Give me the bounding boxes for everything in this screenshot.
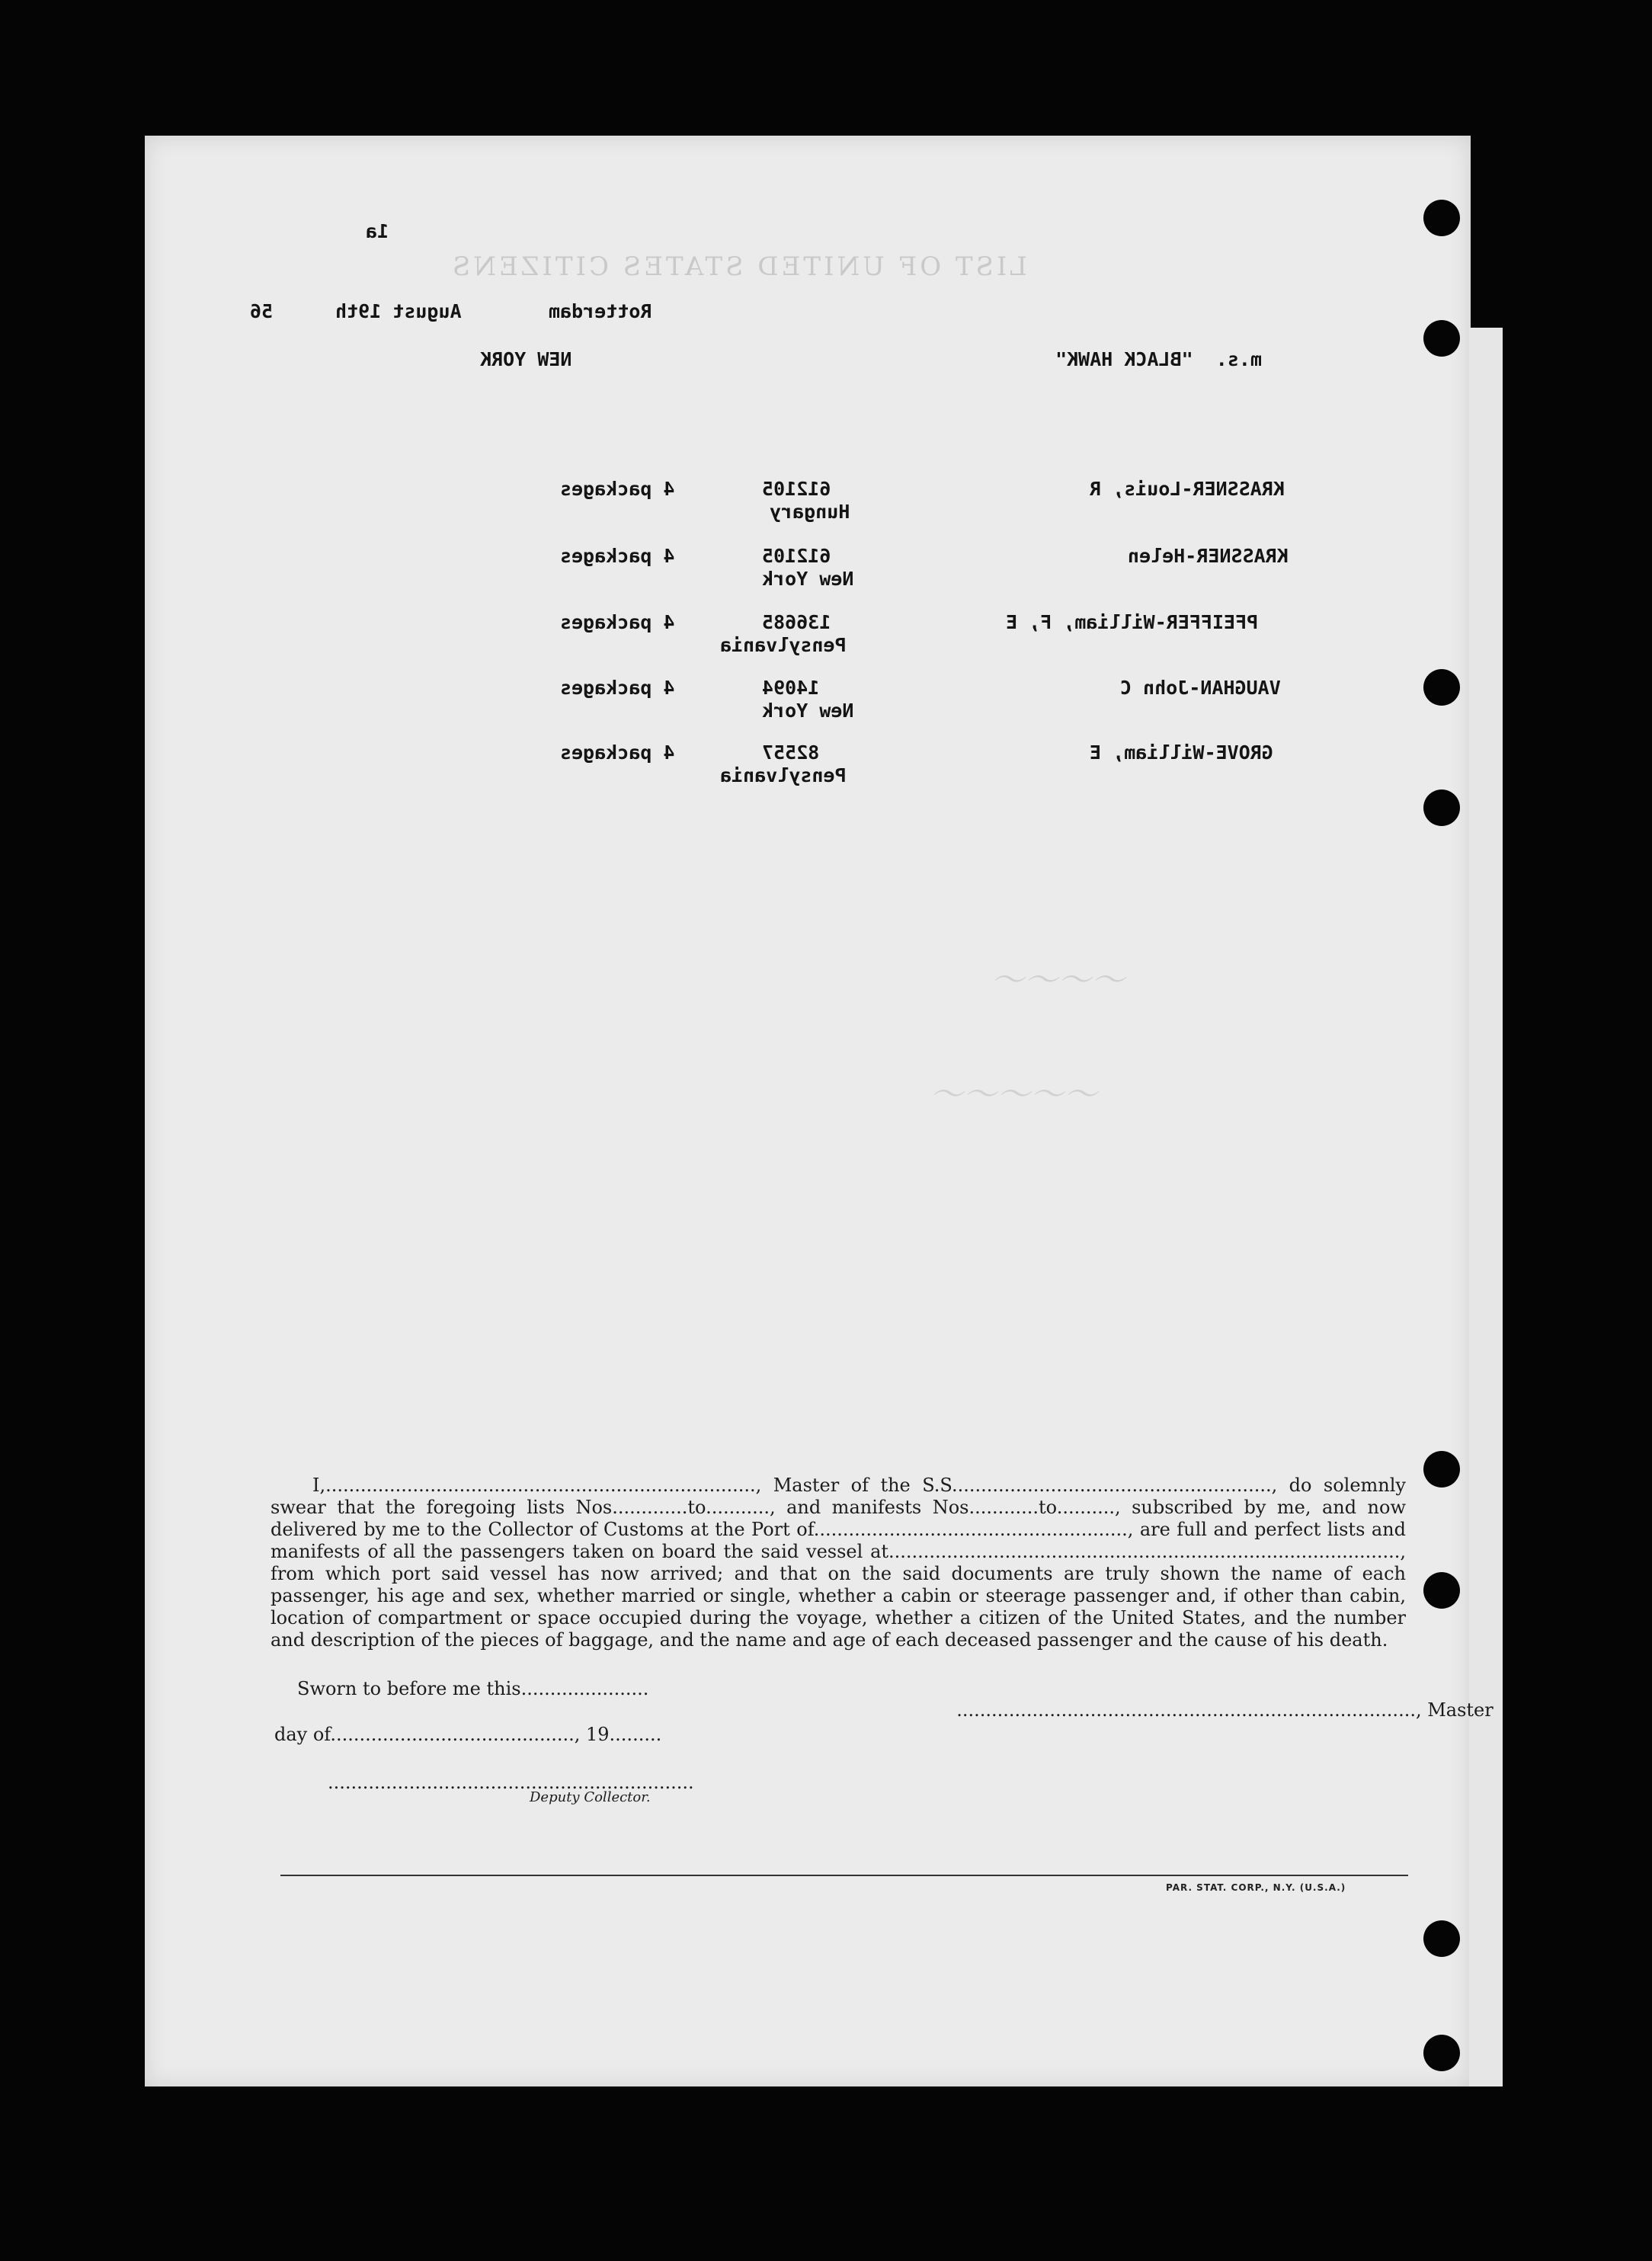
- manifest-sheet: [145, 136, 1471, 2086]
- passenger-packages: 4 packages: [560, 741, 675, 764]
- vessel-name: m.s. "BLACK HAWK": [1055, 348, 1263, 370]
- passenger-residence: Hungary: [770, 501, 850, 523]
- day-of-label: day of.........................................., 19.........: [274, 1724, 662, 1745]
- binder-hole: [1423, 669, 1460, 706]
- deputy-signature-line: ...............................................................: [328, 1772, 694, 1793]
- binder-hole: [1423, 1920, 1460, 1957]
- binder-hole: [1423, 320, 1460, 357]
- passenger-number: 136685: [762, 611, 831, 633]
- port-arrival: NEW YORK: [480, 348, 572, 370]
- passenger-name: KRASSNER-Louis, R: [1090, 478, 1285, 500]
- passenger-name: KRASSNER-Helen: [1128, 545, 1289, 567]
- passenger-packages: 4 packages: [560, 478, 675, 500]
- passenger-residence: Pensylvania: [720, 764, 847, 786]
- passenger-residence: New York: [762, 700, 854, 722]
- passenger-packages: 4 packages: [560, 677, 675, 699]
- binder-hole: [1423, 789, 1460, 826]
- binder-hole: [1423, 2035, 1460, 2071]
- passenger-residence: New York: [762, 568, 854, 590]
- passenger-name: PFEIFFER-William, F, E: [1006, 611, 1259, 633]
- show-through-heading: LIST OF UNITED STATES CITIZENS: [449, 251, 1027, 282]
- passenger-name: VAUGHAN-John C: [1120, 677, 1281, 699]
- passenger-name: GROVE-William, E: [1090, 741, 1273, 764]
- passenger-packages: 4 packages: [560, 611, 675, 633]
- master-signature-line: ..............................................................................., Master: [956, 1699, 1494, 1721]
- passenger-packages: 4 packages: [560, 545, 675, 567]
- sworn-label: Sworn to before me this......................: [297, 1678, 649, 1699]
- binder-hole: [1423, 200, 1460, 236]
- port-departure: Rotterdam: [549, 300, 652, 322]
- printer-mark: PAR. STAT. CORP., N.Y. (U.S.A.): [1166, 1882, 1346, 1893]
- sheet-edge: [1469, 328, 1503, 2086]
- passenger-number: 612105: [762, 478, 831, 500]
- passenger-number: 612105: [762, 545, 831, 567]
- show-through-handwriting: 〜〜〜〜: [991, 961, 1125, 1000]
- binder-hole: [1423, 1451, 1460, 1488]
- top-mark: 1a: [366, 220, 389, 242]
- oath-text: I,.........................................................................., Master of the S.S......................................................., do solemnly swear that the foregoing lists Nos.............to..........., and manifests Nos............to.........., subscribed by me, and now delivered by me to the Collector of Customs at the Port of......................................................, are full and perfect lists and manifests of all the passengers taken on board the said vessel at........................................................................................, from which port said vessel has now arrived; and that on the said documents are truly shown the name of each passenger, his age and sex, whether married or single, whether a cabin or steerage passenger and, if other than cabin, location of compartment or space occupied during the voyage, whether a citizen of the United States, and the number and description of the pieces of baggage, and the name and age of each deceased passenger and the cause of his death.: [271, 1475, 1406, 1651]
- date: August 19th: [335, 300, 462, 322]
- show-through-handwriting: 〜〜〜〜〜: [930, 1075, 1097, 1114]
- oath-paragraph: [271, 1475, 1406, 1651]
- footer-rule: [280, 1875, 1408, 1876]
- deputy-collector-label: Deputy Collector.: [530, 1789, 651, 1805]
- passenger-number: 14094: [762, 677, 820, 699]
- sheet-number: 56: [250, 300, 274, 322]
- passenger-number: 82557: [762, 741, 820, 764]
- binder-hole: [1423, 1572, 1460, 1609]
- passenger-residence: Pensylvania: [720, 634, 847, 656]
